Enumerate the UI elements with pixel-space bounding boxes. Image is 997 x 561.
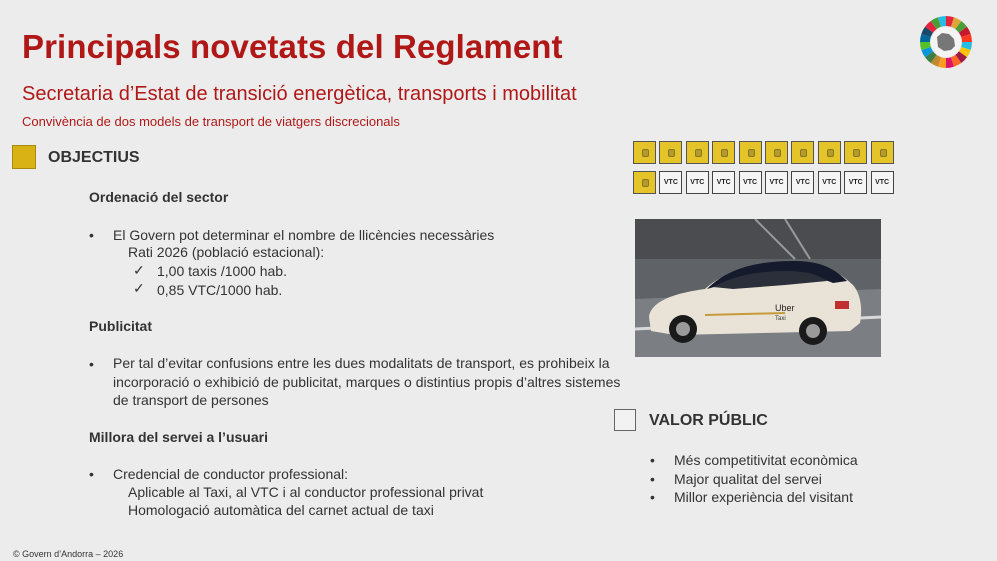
bullet-text: Per tal d’evitar confusions entre les dues modalitats de transport, es prohibeix la	[113, 355, 610, 371]
bullet-dot: •	[650, 489, 655, 505]
taxi-license-icon	[791, 141, 814, 164]
check-text: 0,85 VTC/1000 hab.	[157, 282, 283, 298]
uber-taxi-photo	[635, 219, 881, 357]
vtc-license-icon: VTC	[712, 171, 735, 194]
taxi-license-icon	[659, 141, 682, 164]
vtc-license-icon: VTC	[791, 171, 814, 194]
bullet-dot: •	[89, 356, 94, 372]
taxi-license-icon	[844, 141, 867, 164]
valor-item: Més competitivitat econòmica	[674, 452, 858, 468]
sub-text: Aplicable al Taxi, al VTC i al conductor professional privat	[128, 484, 484, 500]
taxi-license-icon	[818, 141, 841, 164]
car-brand-text: Uber	[775, 303, 795, 313]
taxi-license-icon	[712, 141, 735, 164]
vtc-license-icon: VTC	[765, 171, 788, 194]
taxi-license-icon	[871, 141, 894, 164]
sdg-wheel-icon	[919, 15, 973, 69]
bullet-text: de transport de persones	[113, 392, 269, 408]
bullet-dot: •	[650, 452, 655, 468]
vtc-license-icon: VTC	[659, 171, 682, 194]
taxi-license-icon	[765, 141, 788, 164]
vtc-license-icon: VTC	[818, 171, 841, 194]
bullet-dot: •	[89, 466, 94, 482]
page-subsubtitle: Convivència de dos models de transport de viatgers discrecionals	[22, 114, 400, 129]
valor-item: Millor experiència del visitant	[674, 489, 853, 505]
valor-public-heading: VALOR PÚBLIC	[649, 412, 768, 429]
page-title: Principals novetats del Reglament	[22, 28, 563, 65]
check-icon: ✓	[133, 262, 145, 278]
taxi-license-icon	[633, 141, 656, 164]
vtc-license-icon: VTC	[844, 171, 867, 194]
sub-text: Homologació automàtica del carnet actual de taxi	[128, 502, 434, 518]
vtc-license-icon: VTC	[686, 171, 709, 194]
footer-copyright: © Govern d’Andorra – 2026	[13, 549, 124, 559]
section-heading-publicitat: Publicitat	[89, 318, 153, 334]
taxi-license-icon	[686, 141, 709, 164]
page-subtitle: Secretaria d’Estat de transició energètica, transports i mobilitat	[22, 83, 577, 105]
section-heading-millora: Millora del servei a l’usuari	[89, 429, 268, 445]
car-brand-subtext: Taxi	[775, 316, 786, 322]
bullet-text: Credencial de conductor professional:	[113, 466, 349, 482]
objectius-marker	[12, 145, 36, 169]
sub-text: Rati 2026 (població estacional):	[128, 244, 325, 260]
bullet-text: El Govern pot determinar el nombre de llicències necessàries	[113, 227, 495, 243]
taxi-license-icon	[633, 171, 656, 194]
bullet-dot: •	[650, 471, 655, 487]
valor-item: Major qualitat del servei	[674, 471, 822, 487]
vtc-license-icon: VTC	[739, 171, 762, 194]
section-heading-ordenacio: Ordenació del sector	[89, 189, 229, 205]
vtc-license-icon: VTC	[871, 171, 894, 194]
objectius-heading: OBJECTIUS	[48, 149, 140, 166]
taxi-license-icon	[739, 141, 762, 164]
bullet-dot: •	[89, 227, 94, 243]
check-icon: ✓	[133, 280, 145, 296]
check-text: 1,00 taxis /1000 hab.	[157, 263, 287, 279]
bullet-text: incorporació o exhibició de publicitat, marques o distintius propis d’altres sistemes	[113, 374, 621, 390]
valor-public-marker	[614, 409, 636, 431]
